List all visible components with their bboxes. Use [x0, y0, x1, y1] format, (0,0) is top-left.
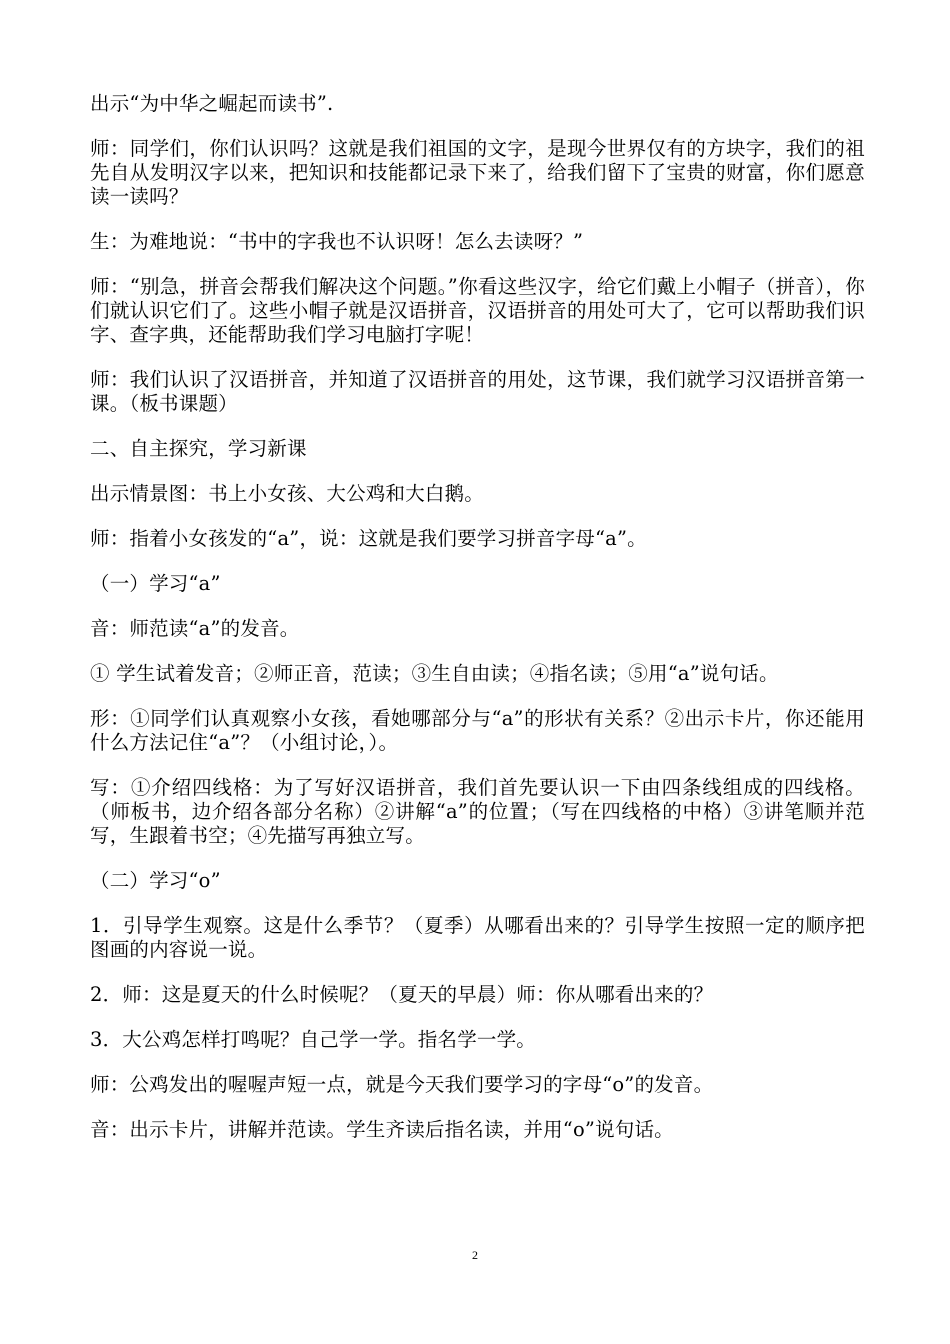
- paragraph: 形：①同学们认真观察小女孩，看她哪部分与“a”的形状有关系？②出示卡片，你还能用什么方法记住“a”？（小组讨论，）。: [90, 707, 865, 754]
- paragraph: 师：公鸡发出的喔喔声短一点，就是今天我们要学习的字母“o”的发音。: [90, 1073, 714, 1096]
- paragraph: 2．师：这是夏天的什么时候呢？（夏天的早晨）师：你从哪看出来的？: [90, 983, 714, 1006]
- paragraph: 出示“为中华之崛起而读书”.: [90, 92, 334, 115]
- paragraph: 师：“别急，拼音会帮我们解决这个问题。”你看这些汉字，给它们戴上小帽子（拼音），你们就认识它们了。这些小帽子就是汉语拼音，汉语拼音的用处可大了，它可以帮助我们识字、查字典，还能帮助我们学习电脑打字呢！: [90, 275, 865, 346]
- subsection-heading: （一）学习“a”: [90, 572, 221, 595]
- paragraph: 出示情景图：书上小女孩、大公鸡和大白鹅。: [90, 482, 485, 505]
- paragraph: ① 学生试着发音；②师正音，范读；③生自由读；④指名读；⑤用“a”说句话。: [90, 662, 779, 685]
- paragraph: 师：同学们，你们认识吗？这就是我们祖国的文字，是现今世界仅有的方块字，我们的祖先自从发明汉字以来，把知识和技能都记录下来了，给我们留下了宝贵的财富，你们愿意读一读吗？: [90, 137, 865, 208]
- paragraph: 写：①介绍四线格：为了写好汉语拼音，我们首先要认识一下由四条线组成的四线格。（师板书，边介绍各部分名称）②讲解“a”的位置；（写在四线格的中格）③讲笔顺并范写，生跟着书空；④先描写再独立写。: [90, 776, 865, 847]
- paragraph: 生：为难地说：“书中的字我也不认识呀！怎么去读呀？”: [90, 230, 584, 253]
- paragraph: 音：师范读“a”的发音。: [90, 617, 300, 640]
- subsection-heading: （二）学习“o”: [90, 869, 221, 892]
- page-number: 2: [472, 1248, 478, 1262]
- paragraph: 3．大公鸡怎样打鸣呢？自己学一学。指名学一学。: [90, 1028, 537, 1051]
- paragraph: 师：我们认识了汉语拼音，并知道了汉语拼音的用处，这节课，我们就学习汉语拼音第一课。（板书课题）: [90, 368, 865, 415]
- section-heading: 二、自主探究，学习新课: [90, 437, 307, 460]
- paragraph: 师：指着小女孩发的“a”，说：这就是我们要学习拼音字母“a”。: [90, 527, 647, 550]
- document-body: [90, 92, 865, 1163]
- paragraph: 音：出示卡片，讲解并范读。学生齐读后指名读，并用“o”说句话。: [90, 1118, 674, 1141]
- paragraph: 1．引导学生观察。这是什么季节？（夏季）从哪看出来的？引导学生按照一定的顺序把图画的内容说一说。: [90, 914, 865, 961]
